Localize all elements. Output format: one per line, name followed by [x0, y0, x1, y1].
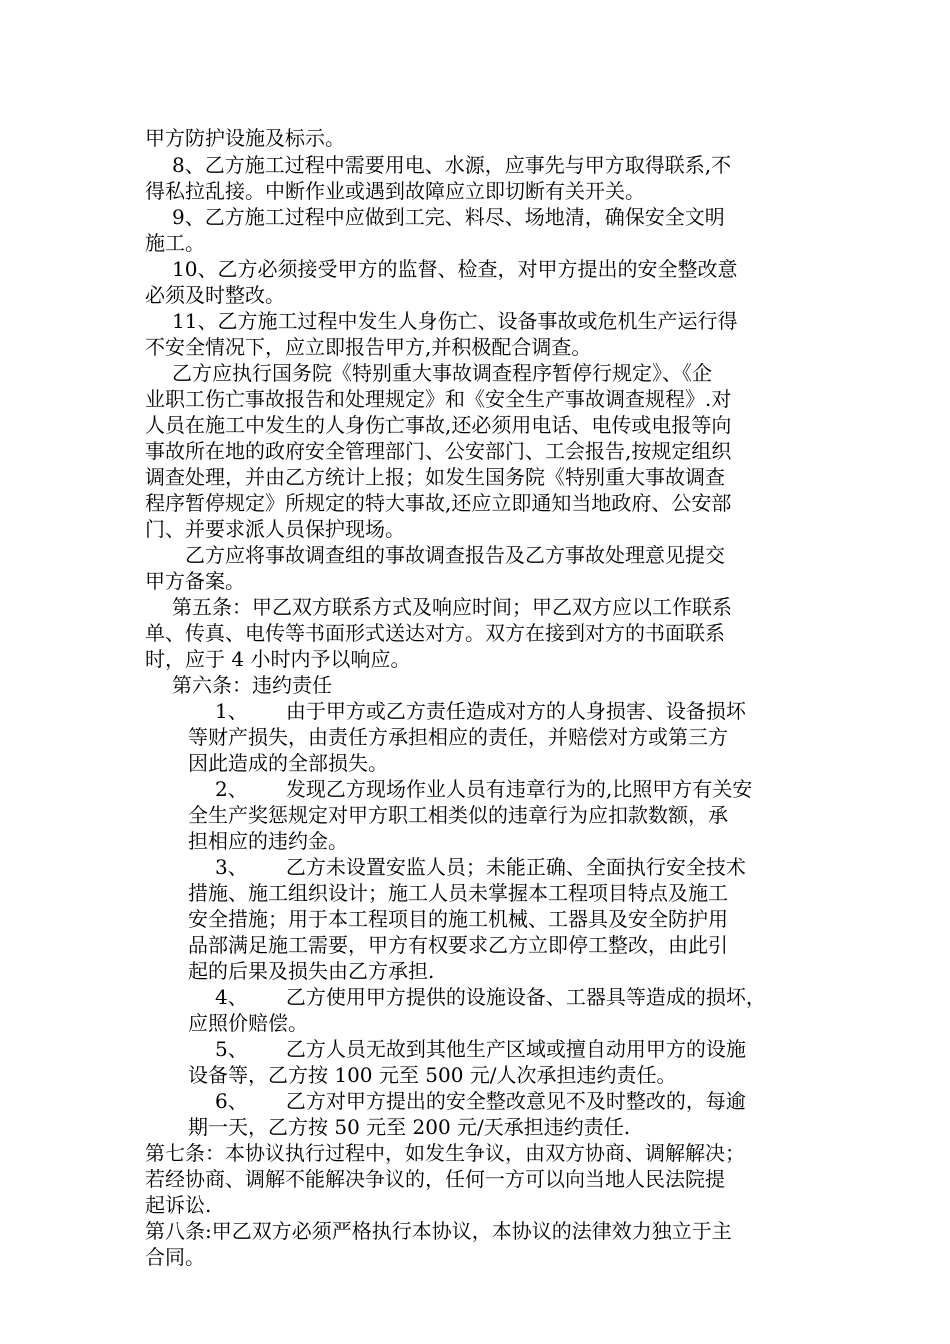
text-line: 10、乙方必须接受甲方的监督、检查，对甲方提出的安全整改意	[172, 257, 738, 281]
text-line: 6、 乙方对甲方提出的安全整改意见不及时整改的，每逾	[215, 1089, 746, 1113]
text-line: 甲方备案。	[145, 569, 245, 593]
text-line: 等财产损失，由责任方承担相应的责任，并赔偿对方或第三方	[188, 725, 728, 749]
text-line: 合同。	[145, 1245, 205, 1269]
text-line: 第八条:甲乙双方必须严格执行本协议，本协议的法律效力独立于主	[145, 1219, 732, 1243]
text-line: 1、 由于甲方或乙方责任造成对方的人身损害、设备损坏	[215, 699, 746, 723]
text-line: 必须及时整改。	[145, 283, 285, 307]
text-line: 2、 发现乙方现场作业人员有违章行为的,比照甲方有关安	[215, 777, 753, 801]
text-line: 得私拉乱接。中断作业或遇到故障应立即切断有关开关。	[145, 179, 645, 203]
text-line: 措施、施工组织设计；施工人员未掌握本工程项目特点及施工	[188, 881, 728, 905]
text-line: 乙方应将事故调查组的事故调查报告及乙方事故处理意见提交	[185, 543, 725, 567]
text-line: 9、乙方施工过程中应做到工完、料尽、场地清，确保安全文明	[172, 205, 725, 229]
text-line: 时，应于 4 小时内予以响应。	[145, 647, 411, 671]
text-line: 调查处理，并由乙方统计上报；如发生国务院《特别重大事故调查	[145, 465, 725, 489]
text-line: 若经协商、调解不能解决争议的，任何一方可以向当地人民法院提	[145, 1167, 725, 1191]
text-line: 安全措施；用于本工程项目的施工机械、工器具及安全防护用	[188, 907, 728, 931]
text-line: 乙方应执行国务院《特别重大事故调查程序暂停行规定》、《企	[172, 361, 712, 385]
text-line: 单、传真、电传等书面形式送达对方。双方在接到对方的书面联系	[145, 621, 725, 645]
text-line: 门、并要求派人员保护现场。	[145, 517, 405, 541]
text-line: 全生产奖惩规定对甲方职工相类似的违章行为应扣款数额，承	[188, 803, 728, 827]
text-line: 8、乙方施工过程中需要用电、水源，应事先与甲方取得联系,不	[172, 153, 732, 177]
text-line: 事故所在地的政府安全管理部门、公安部门、工会报告,按规定组织	[145, 439, 732, 463]
text-line: 担相应的违约金。	[188, 829, 348, 853]
text-line: 第六条：违约责任	[172, 673, 332, 697]
text-line: 11、乙方施工过程中发生人身伤亡、设备事故或危机生产运行得	[172, 309, 738, 333]
text-line: 起诉讼.	[145, 1193, 212, 1217]
text-line: 设备等，乙方按 100 元至 500 元/人次承担违约责任。	[188, 1063, 677, 1087]
text-line: 第五条：甲乙双方联系方式及响应时间；甲乙双方应以工作联系	[172, 595, 732, 619]
text-line: 期一天，乙方按 50 元至 200 元/天承担违约责任.	[188, 1115, 631, 1139]
text-line: 3、 乙方未设置安监人员；未能正确、全面执行安全技术	[215, 855, 746, 879]
text-line: 应照价赔偿。	[188, 1011, 308, 1035]
text-line: 品部满足施工需要，甲方有权要求乙方立即停工整改，由此引	[188, 933, 728, 957]
text-line: 不安全情况下，应立即报告甲方,并积极配合调查。	[145, 335, 592, 359]
text-line: 第七条：本协议执行过程中，如发生争议，由双方协商、调解解决；	[145, 1141, 745, 1165]
text-line: 施工。	[145, 231, 205, 255]
text-line: 因此造成的全部损失。	[188, 751, 388, 775]
text-line: 5、 乙方人员无故到其他生产区域或擅自动用甲方的设施	[215, 1037, 746, 1061]
text-line: 4、 乙方使用甲方提供的设施设备、工器具等造成的损坏，	[215, 985, 766, 1009]
text-line: 人员在施工中发生的人身伤亡事故,还必须用电话、电传或电报等向	[145, 413, 732, 437]
text-line: 程序暂停规定》所规定的特大事故,还应立即通知当地政府、公安部	[145, 491, 732, 515]
text-line: 甲方防护设施及标示。	[145, 126, 345, 150]
text-line: 起的后果及损失由乙方承担.	[188, 959, 435, 983]
text-line: 业职工伤亡事故报告和处理规定》和《安全生产事故调查规程》.对	[145, 387, 732, 411]
